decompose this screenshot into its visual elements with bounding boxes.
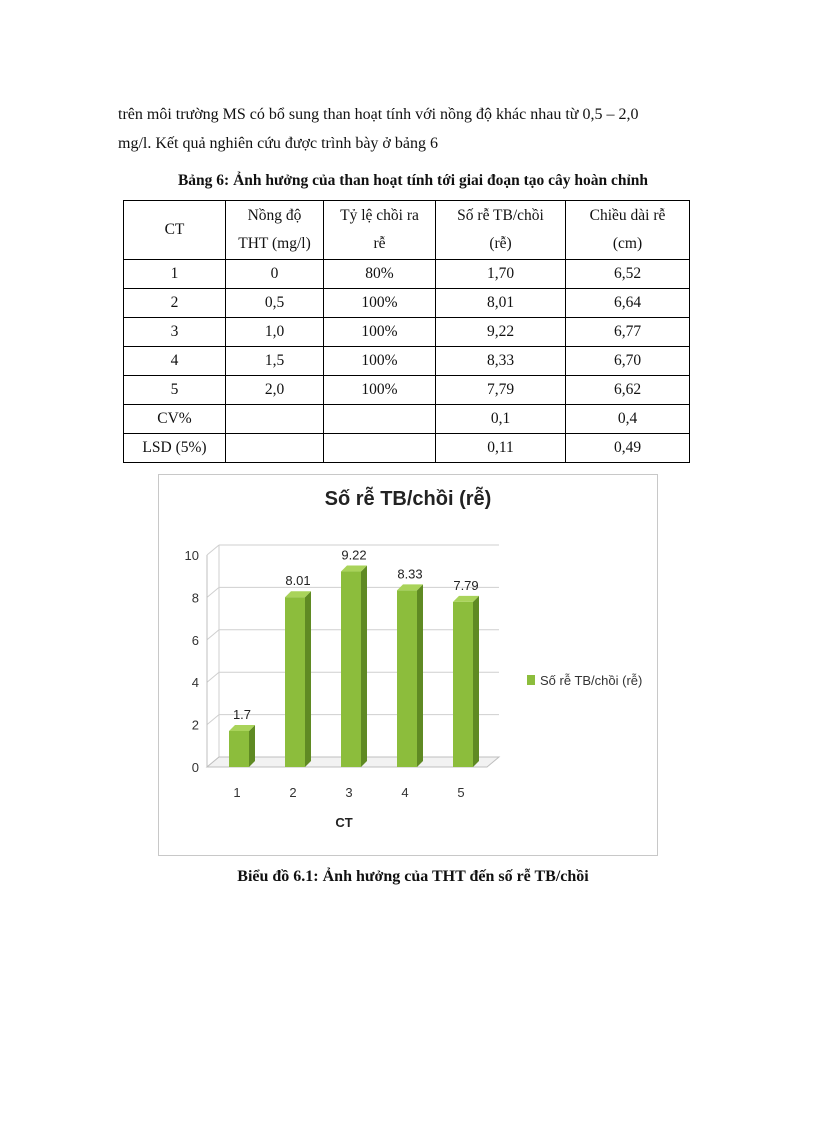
header-ct: CT — [124, 201, 226, 260]
bar-side — [417, 584, 423, 767]
table-cell: 100% — [324, 289, 436, 318]
table-cell: CV% — [124, 405, 226, 434]
x-tick-label: 3 — [345, 785, 353, 800]
table-cell: 6,62 — [566, 376, 690, 405]
gridline-side — [207, 587, 219, 597]
table-cell: LSD (5%) — [124, 434, 226, 463]
header-root-length: Chiều dài rễ (cm) — [566, 201, 690, 260]
table-row-lsd — [124, 434, 690, 463]
header-concentration: Nồng độ THT (mg/l) — [226, 201, 324, 260]
table-caption: Bảng 6: Ảnh hưởng của than hoạt tính tới giai đoạn tạo cây hoàn chỉnh — [177, 172, 649, 189]
table-cell: 9,22 — [436, 318, 566, 347]
table-cell: 0,5 — [226, 289, 324, 318]
bar-chart-frame — [158, 474, 658, 856]
x-tick-label: 4 — [401, 785, 409, 800]
table-cell: 0,11 — [436, 434, 566, 463]
legend-swatch — [527, 675, 535, 685]
header-rooting-rate: Tỷ lệ chồi ra rễ — [324, 201, 436, 260]
gridline-side — [207, 672, 219, 682]
data-label: 8.01 — [285, 573, 311, 589]
table-cell: 8,33 — [436, 347, 566, 376]
bar — [229, 731, 249, 767]
bar-side — [473, 596, 479, 767]
table-cell: 1 — [124, 260, 226, 289]
y-tick-label: 2 — [191, 717, 199, 733]
results-table — [123, 200, 690, 463]
intro-paragraph — [118, 100, 708, 158]
y-tick-label: 8 — [191, 590, 199, 606]
y-tick-label: 0 — [191, 760, 199, 775]
table-row — [124, 347, 690, 376]
y-tick-label: 6 — [191, 632, 199, 648]
table-cell: 1,5 — [226, 347, 324, 376]
table-cell — [324, 405, 436, 434]
table-cell: 5 — [124, 376, 226, 405]
table-cell: 100% — [324, 318, 436, 347]
table-cell: 6,52 — [566, 260, 690, 289]
header-root-count: Số rễ TB/chồi (rễ) — [436, 201, 566, 260]
table-cell: 6,70 — [566, 347, 690, 376]
bar — [397, 590, 417, 767]
table-row — [124, 260, 690, 289]
table-cell: 1,0 — [226, 318, 324, 347]
bar — [285, 597, 305, 767]
table-cell — [226, 434, 324, 463]
bar-side — [249, 725, 255, 767]
x-tick-label: 1 — [233, 785, 241, 800]
bar — [453, 602, 473, 767]
table-cell: 1,70 — [436, 260, 566, 289]
chart-title: Số rễ TB/chồi (rễ) — [324, 488, 492, 510]
x-tick-label: 2 — [289, 785, 297, 800]
table-cell: 0,49 — [566, 434, 690, 463]
table-cell: 0,4 — [566, 405, 690, 434]
table-cell: 6,64 — [566, 289, 690, 318]
bar-side — [305, 591, 311, 767]
table-cell: 0 — [226, 260, 324, 289]
data-label: 8.33 — [397, 566, 423, 582]
table-row — [124, 289, 690, 318]
table-cell — [324, 434, 436, 463]
table-cell: 3 — [124, 318, 226, 347]
gridline-side — [207, 715, 219, 725]
table-cell: 6,77 — [566, 318, 690, 347]
data-label: 7.79 — [453, 577, 479, 593]
data-label: 1.7 — [232, 706, 252, 722]
table-cell: 4 — [124, 347, 226, 376]
gridline-side — [207, 545, 219, 555]
legend-label: Số rễ TB/chồi (rễ) — [540, 673, 643, 688]
table-cell: 0,1 — [436, 405, 566, 434]
bar-chart — [159, 475, 657, 855]
gridline-side — [207, 630, 219, 640]
table-cell: 80% — [324, 260, 436, 289]
bar-side — [361, 566, 367, 767]
table-cell: 100% — [324, 347, 436, 376]
table-cell: 7,79 — [436, 376, 566, 405]
table-cell: 100% — [324, 376, 436, 405]
table-cell — [226, 405, 324, 434]
bar — [341, 572, 361, 767]
x-axis-title: CT — [335, 815, 353, 830]
table-cell: 2 — [124, 289, 226, 318]
table-header-row — [124, 201, 690, 260]
table-cell: 2,0 — [226, 376, 324, 405]
table-row — [124, 318, 690, 347]
y-tick-label: 10 — [184, 548, 199, 563]
data-label: 9.22 — [341, 547, 367, 563]
paragraph-line-1: trên môi trường MS có bổ sung than hoạt tính với nồng độ khác nhau từ 0,5 – 2,0 — [118, 106, 639, 123]
y-tick-label: 4 — [191, 675, 199, 691]
paragraph-line-2: mg/l. Kết quả nghiên cứu được trình bày ở bảng 6 — [118, 135, 438, 152]
table-cell: 8,01 — [436, 289, 566, 318]
table-row-cv — [124, 405, 690, 434]
table-row — [124, 376, 690, 405]
figure-caption: Biểu đồ 6.1: Ảnh hưởng của THT đến số rễ TB/chồi — [237, 868, 589, 885]
x-tick-label: 5 — [457, 785, 465, 800]
